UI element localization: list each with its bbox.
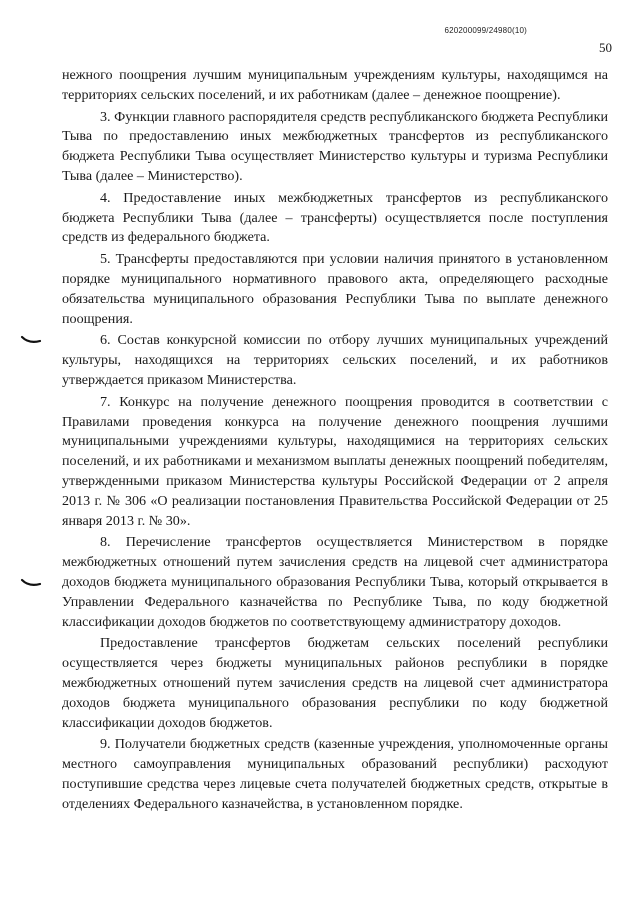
paragraph-8: 8. Перечисление трансфертов осуществляется Министерством в порядке межбюджетных отношений путем зачисления средств на лицевой счет администратора доходов бюджета муниципального образования Республики Тыва, который открывается в Управлении Федерального казначейства по Республике Тыва, по коду бюджетной классификации доходов бюджетов по соответствующему администратору доходов. [62, 534, 608, 630]
paragraph-6: 6. Состав конкурсной комиссии по отбору лучших муниципальных учреждений культуры, находящихся на территориях сельских поселений, и их работников утверждается приказом Министерства. [62, 332, 608, 388]
paragraph-7: 7. Конкурс на получение денежного поощрения проводится в соответствии с Правилами проведения конкурса на получение денежного поощрения лучшими муниципальными учреждениями культуры, находящимися на территориях сельских поселений, и их работниками и механизмом выплаты денежных поощрений победителям, утвержденными приказом Министерства культуры Российской Федерации от 2 апреля 2013 г. № 306 «О реализации постановления Правительства Российской Федерации от 25 января 2013 г. № 30». [62, 393, 608, 529]
margin-check-mark-icon [20, 577, 42, 589]
margin-check-mark-icon [20, 334, 42, 346]
page-number: 50 [599, 40, 612, 55]
paragraph-continuation: нежного поощрения лучшим муниципальным учреждениям культуры, находящимся на территориях сельских поселений, и их работникам (далее – денежное поощрение). [62, 67, 608, 103]
paragraph-3: 3. Функции главного распорядителя средств республиканского бюджета Республики Тыва по предоставлению иных межбюджетных трансфертов из республиканского бюджета Республики Тыва осуществляет Министерство культуры и туризма Республики Тыва (далее – Министерство). [62, 108, 608, 184]
document-code: 620200099/24980(10) [444, 26, 527, 35]
document-body [62, 66, 608, 816]
paragraph-9: 9. Получатели бюджетных средств (казенные учреждения, уполномоченные органы местного самоуправления муниципальных образований республики) расходуют поступившие средства через лицевые счета получателей бюджетных средств, открытые в отделениях Федерального казначейства, в установленном порядке. [62, 736, 608, 812]
paragraph-5: 5. Трансферты предоставляются при условии наличия принятого в установленном порядке муниципального нормативного правового акта, определяющего расходные обязательства муниципального образования Республики Тыва по выплате денежного поощрения. [62, 251, 608, 327]
paragraph-4: 4. Предоставление иных межбюджетных трансфертов из республиканского бюджета Республики Тыва (далее – трансферты) осуществляется после поступления средств из федерального бюджета. [62, 189, 608, 246]
paragraph-8-continued: Предоставление трансфертов бюджетам сельских поселений республики осуществляется через бюджеты муниципальных районов республики в порядке межбюджетных отношений путем зачисления средств на лицевой счет администратора доходов бюджета муниципального образования республики по коду бюджетной классификации доходов бюджетов. [62, 635, 608, 731]
